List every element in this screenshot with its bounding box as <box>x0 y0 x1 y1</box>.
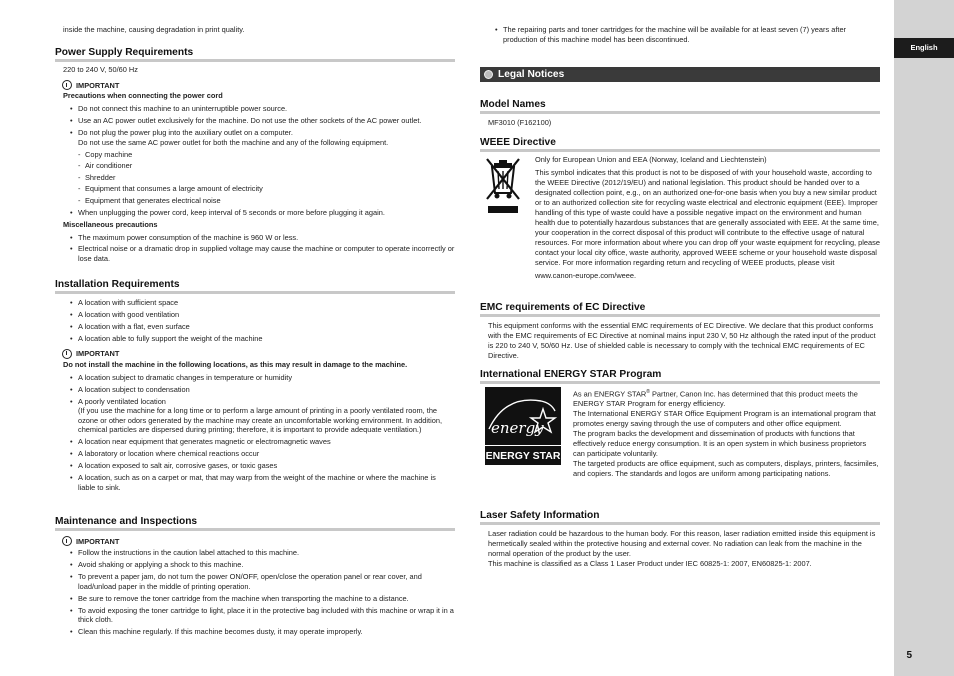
list-item: - Shredder <box>55 173 455 183</box>
misc-bullets <box>55 233 455 264</box>
side-tab-bar <box>894 0 954 676</box>
weee-section <box>480 137 880 280</box>
list-item: • To avoid exposing the toner cartridge to light, place it in the protective bag included with this machine or wrap it in a thick cloth. <box>55 606 455 625</box>
weee-heading: WEEE Directive <box>480 137 880 152</box>
maintenance-section <box>55 516 455 639</box>
list-item: • A location with good ventilation <box>55 310 455 320</box>
bullet-line: (If you use the machine for a long time or to perform a large amount of printing in a poorly ventilated room, the ozone or other odors generated by the machine may create an uncomfortable working environment. In addition, chemical particles are dispersed during printing; therefore, it is important to provide adequate ventilation.) <box>78 406 442 435</box>
weee-url: www.canon-europe.com/weee. <box>535 271 637 280</box>
legal-notices-bar <box>480 67 880 82</box>
energy-star-logo <box>485 387 561 470</box>
model-names-section <box>480 99 880 128</box>
list-item <box>55 397 455 435</box>
list-item: • When unplugging the power cord, keep interval of 5 seconds or more before plugging it again. <box>55 208 455 218</box>
bullet-line: Do not plug the power plug into the auxiliary outlet on a computer. <box>78 127 293 137</box>
list-item: • A laboratory or location where chemical reactions occur <box>55 449 455 459</box>
misc-title: Miscellaneous precautions <box>63 219 158 229</box>
equipment-list <box>55 150 455 206</box>
list-item: • Electrical noise or a dramatic drop in supplied voltage may cause the machine or computer to operate incorrectly or lose data. <box>55 244 455 263</box>
important-notice <box>55 536 455 546</box>
list-item: • Be sure to remove the toner cartridge from the machine when transporting the machine to a distance. <box>55 594 455 604</box>
energy-p3: The program backs the development and dissemination of products with functions that effectively reduce energy consumption. It is an open system in which business proprietors can participate voluntarily. <box>573 429 867 459</box>
installation-heading: Installation Requirements <box>55 279 455 294</box>
power-supply-heading: Power Supply Requirements <box>55 47 455 62</box>
emc-section <box>480 302 880 361</box>
list-item: • Use an AC power outlet exclusively for the machine. Do not use the other sockets of the AC power outlet. <box>55 116 455 126</box>
laser-safety-section <box>480 510 880 569</box>
language-tab[interactable]: English <box>894 38 954 58</box>
power-bullets-2 <box>55 208 455 218</box>
crossed-bin-icon <box>483 155 523 215</box>
list-item: • A location near equipment that generates magnetic or electromagnetic waves <box>55 437 455 447</box>
legal-notices-title: Legal Notices <box>498 69 565 80</box>
energy-star-section <box>480 369 880 479</box>
important-label: IMPORTANT <box>76 80 120 90</box>
important-label: IMPORTANT <box>76 536 120 546</box>
list-item: • A location able to fully support the weight of the machine <box>55 334 455 344</box>
important-notice <box>55 349 455 359</box>
energy-script-text: energy <box>491 419 544 437</box>
list-item: • A location with a flat, even surface <box>55 322 455 332</box>
emc-heading: EMC requirements of EC Directive <box>480 302 880 317</box>
list-item: • The repairing parts and toner cartridges for the machine will be available for at least seven (7) years after production of this machine model has been discontinued. <box>480 25 880 44</box>
list-item: • A location subject to condensation <box>55 385 455 395</box>
energy-star-heading: International ENERGY STAR Program <box>480 369 880 384</box>
important-icon <box>62 80 72 90</box>
list-item: • Clean this machine regularly. If this machine becomes dusty, it may operate improperly. <box>55 627 455 637</box>
energy-star-text <box>573 387 880 479</box>
installation-bullets <box>55 298 455 344</box>
maintenance-heading: Maintenance and Inspections <box>55 516 455 531</box>
list-item: - Air conditioner <box>55 161 455 171</box>
bullet-line: A poorly ventilated location <box>78 396 166 406</box>
crossed-bin-icon <box>483 155 523 220</box>
energy-p2: The International ENERGY STAR Office Equipment Program is an international program that promotes energy saving through the use of computers and other office equipment. <box>573 409 876 429</box>
weee-body: This symbol indicates that this product is not to be disposed of with your household waste, according to the WEEE Directive (2012/19/EU) and national legislation. This product should be handed over to a designated collection point, e.g., on an authorized one-for-one basis when you buy a new similar product or to an authorized collection site for recycling waste electrical and electronic equipment (EEE). Improper handling of this type of waste could have a possible negative impact on the environment and human health due to potentially hazardous substances that are generally associated with EEE. At the same time, your cooperation in the correct disposal of this product will contribute to the effective usage of natural resources. For more information about where you can drop off your waste equipment for recycling, please contact your local city office, waste authority, approved WEEE scheme or your household waste disposal service. For more information regarding return and recycling of WEEE products, please visit <box>535 168 880 267</box>
laser-p1: Laser radiation could be hazardous to the human body. For this reason, laser radiation emitted inside this equipment is hermetically sealed within the protective housing and external cover. No radiation can leak from the machine in the normal operation of the product by the user. <box>488 529 876 558</box>
list-item: • Do not connect this machine to an uninterruptible power source. <box>55 104 455 114</box>
model-name-value: MF3010 (F162100) <box>488 118 552 127</box>
installation-section <box>55 279 455 495</box>
avoid-locations <box>55 373 455 493</box>
list-item: • Follow the instructions in the caution label attached to this machine. <box>55 548 455 558</box>
important-icon <box>62 349 72 359</box>
installation-warning: Do not install the machine in the following locations, as this may result in damage to the machine. <box>63 359 408 369</box>
energy-p1 <box>573 387 880 409</box>
model-names-heading: Model Names <box>480 99 880 114</box>
list-item: • A location, such as on a carpet or mat, that may warp from the weight of the machine or where the machine is liable to sink. <box>55 473 455 492</box>
maintenance-bullets <box>55 548 455 637</box>
important-icon <box>62 536 72 546</box>
important-label: IMPORTANT <box>76 349 120 359</box>
list-item: • Avoid shaking or applying a shock to this machine. <box>55 560 455 570</box>
page-number: 5 <box>906 650 912 661</box>
energy-star-caption: ENERGY STAR <box>485 450 561 462</box>
list-item: • To prevent a paper jam, do not turn the power ON/OFF, open/close the operation panel or rear cover, and load/unload paper in the middle of printing operation. <box>55 572 455 591</box>
bullet-line: Do not use the same AC power outlet for both the machine and any of the following equipment. <box>78 137 389 147</box>
power-supply-section <box>55 47 455 266</box>
list-item: - Copy machine <box>55 150 455 160</box>
intro-tail-text: inside the machine, causing degradation in print quality. <box>63 25 245 34</box>
laser-safety-heading: Laser Safety Information <box>480 510 880 525</box>
weee-only-eu: Only for European Union and EEA (Norway, Iceland and Liechtenstein) <box>535 155 767 164</box>
emc-body: This equipment conforms with the essential EMC requirements of EC Directive. We declare that this product conforms with the EMC requirements of EC Directive at nominal mains input 230 V, 50 Hz although the rated input of the product is 220 to 240 V, 50/60 Hz. Use of shielded cable is necessary to comply with the technical EMC requirements of EC Directive. <box>488 321 876 360</box>
registered-mark: ® <box>646 389 650 395</box>
energy-p1-pre: As an ENERGY STAR <box>573 389 647 399</box>
weee-text <box>535 155 880 281</box>
list-item: • The maximum power consumption of the machine is 960 W or less. <box>55 233 455 243</box>
list-item: - Equipment that consumes a large amount of electricity <box>55 184 455 194</box>
laser-p2: This machine is classified as a Class 1 Laser Product under IEC 60825-1: 2007, EN60825-1: 2007. <box>488 559 812 568</box>
energy-p1-post: Partner, Canon Inc. has determined that this product meets the ENERGY STAR Program for energy efficiency. <box>573 389 858 409</box>
list-item: - Equipment that generates electrical noise <box>55 196 455 206</box>
power-bullets <box>55 104 455 147</box>
list-item: • A location subject to dramatic changes in temperature or humidity <box>55 373 455 383</box>
precautions-title: Precautions when connecting the power cord <box>63 91 223 100</box>
list-item <box>55 128 455 147</box>
section-bullet-icon <box>484 70 493 79</box>
power-voltage: 220 to 240 V, 50/60 Hz <box>63 65 138 74</box>
repair-bullet-list <box>480 25 880 47</box>
list-item: • A location with sufficient space <box>55 298 455 308</box>
energy-p4: The targeted products are office equipment, such as computers, displays, printers, facsimiles, and copiers. The standards and logos are uniform among participating nations. <box>573 459 879 479</box>
list-item: • A location exposed to salt air, corrosive gases, or toxic gases <box>55 461 455 471</box>
important-notice <box>55 80 455 90</box>
